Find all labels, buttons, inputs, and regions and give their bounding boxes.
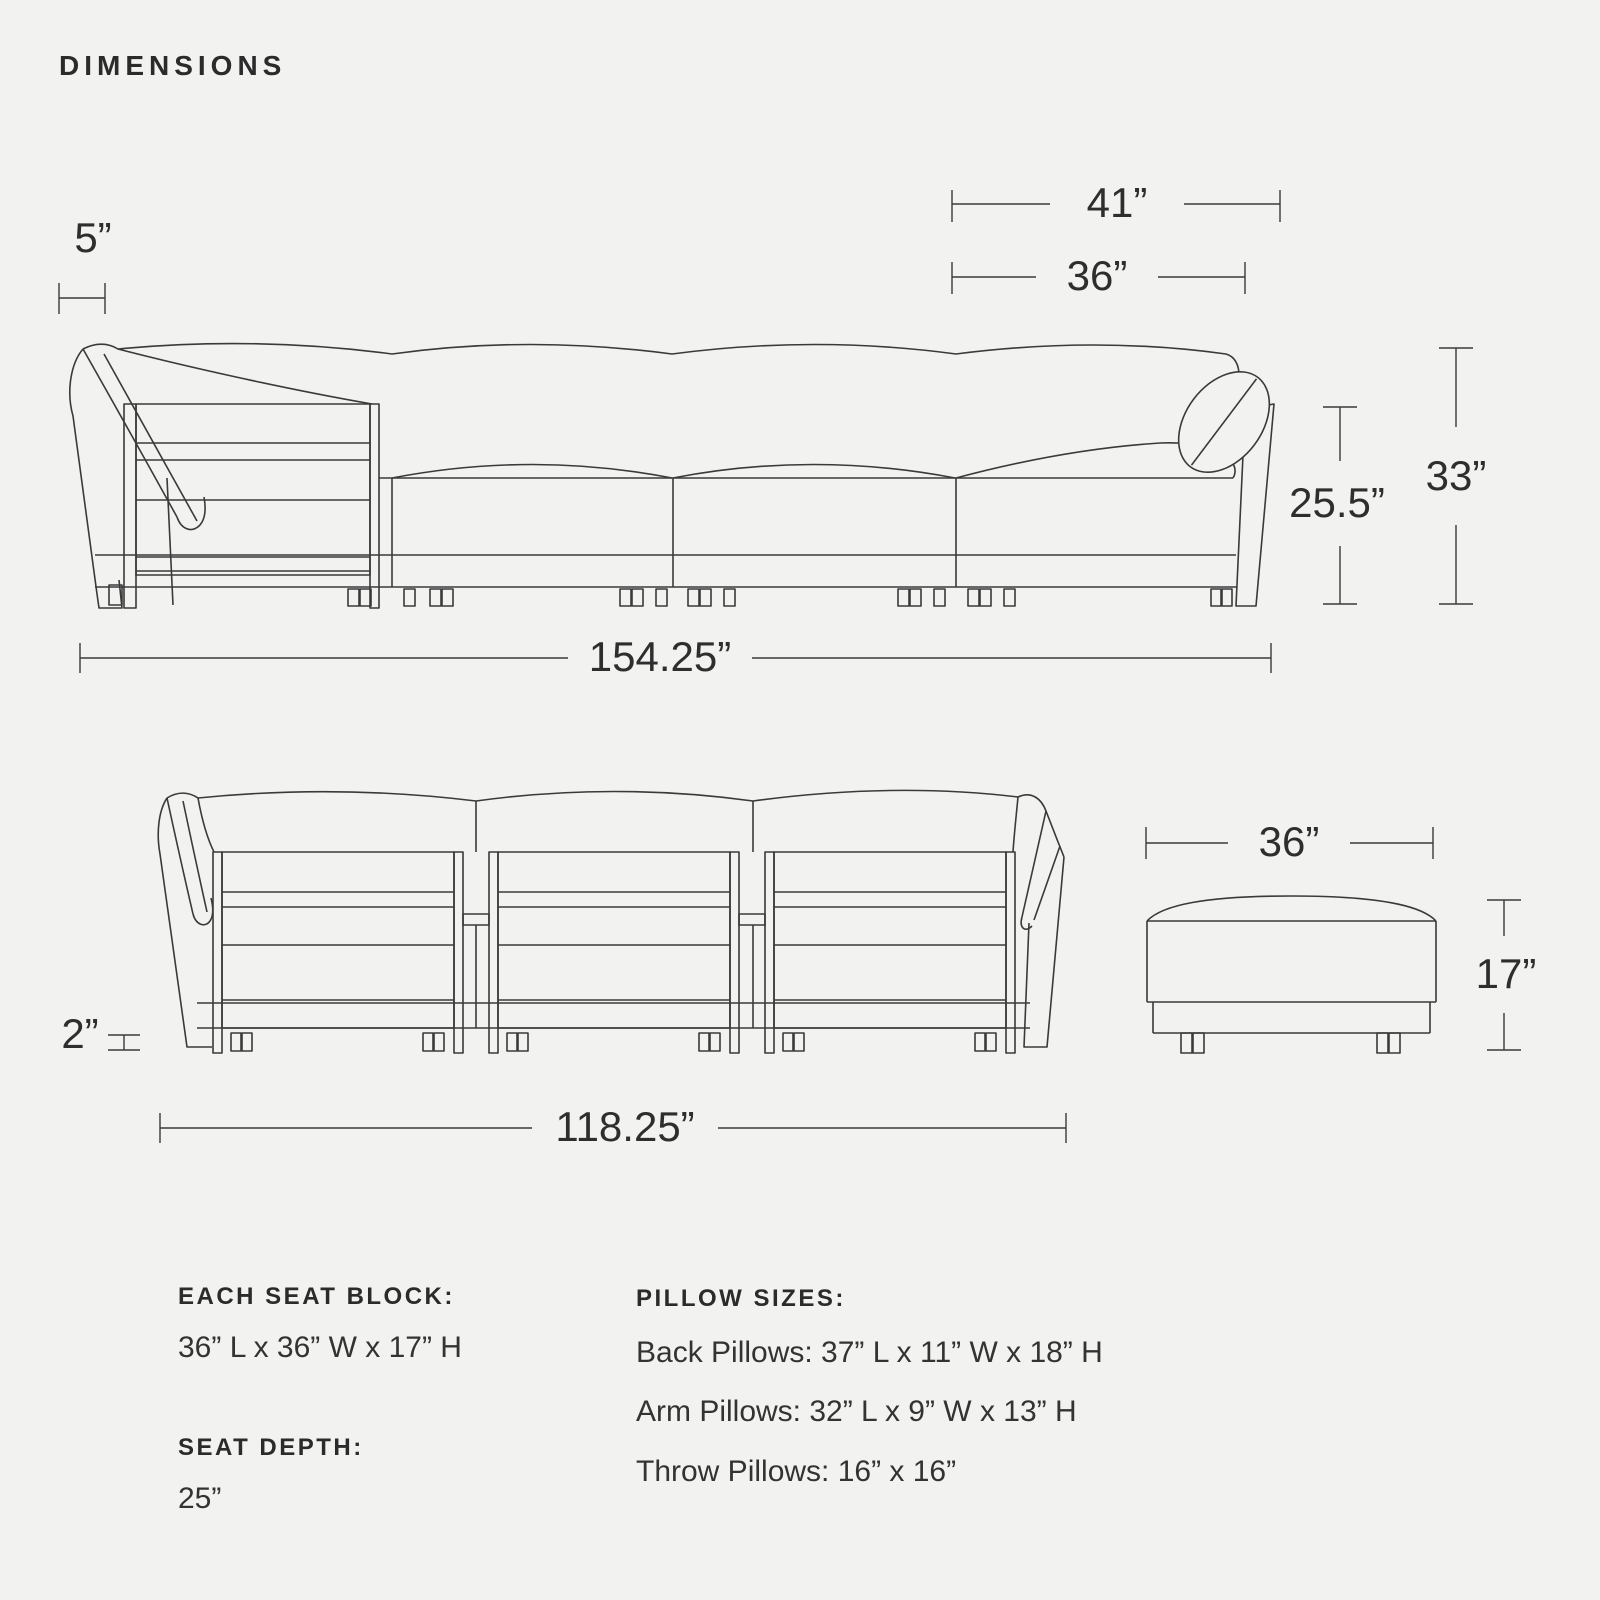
front-arm-height-label: 25.5” <box>1281 480 1393 526</box>
front-view-sofa <box>70 344 1288 608</box>
back-leg-height-label: 2” <box>53 1011 106 1057</box>
pillow-arm-value: Arm Pillows: 32” L x 9” W x 13” H <box>636 1395 1077 1428</box>
ottoman-dimension-lines <box>1146 827 1521 1050</box>
seat-depth-heading: SEAT DEPTH: <box>178 1434 364 1461</box>
pillow-throw-value: Throw Pillows: 16” x 16” <box>636 1455 957 1488</box>
ottoman-width-label: 36” <box>1251 819 1328 865</box>
page-title: DIMENSIONS <box>59 50 287 81</box>
seat-block-heading: EACH SEAT BLOCK: <box>178 1283 455 1310</box>
ottoman-drawing <box>1147 896 1436 1053</box>
seat-depth-value: 25” <box>178 1482 222 1515</box>
back-view-sofa <box>158 790 1064 1053</box>
front-seat-width-label: 36” <box>1059 253 1136 299</box>
pillow-back-value: Back Pillows: 37” L x 11” W x 18” H <box>636 1336 1103 1369</box>
front-overall-width-label: 154.25” <box>581 634 739 680</box>
seat-block-value: 36” L x 36” W x 17” H <box>178 1331 462 1364</box>
ottoman-height-label: 17” <box>1468 951 1545 997</box>
front-end-section-width-label: 41” <box>1079 180 1156 226</box>
back-overall-width-label: 118.25” <box>547 1104 702 1150</box>
front-overall-height-label: 33” <box>1418 453 1495 499</box>
pillow-sizes-heading: PILLOW SIZES: <box>636 1285 846 1312</box>
front-arm-width-label: 5” <box>66 215 119 261</box>
